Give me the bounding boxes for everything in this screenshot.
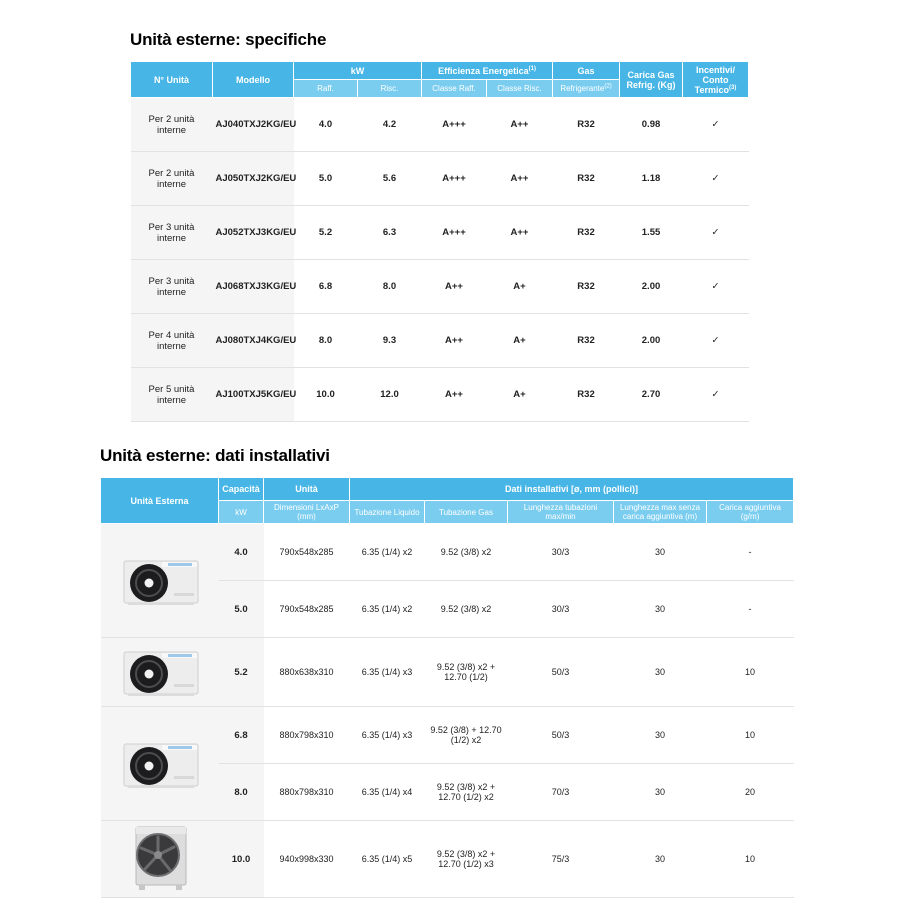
cell-classe_risc: A++ — [487, 206, 553, 260]
cell-liquido: 6.35 (1/4) x4 — [350, 764, 425, 821]
cell-lunghezza: 30/3 — [508, 581, 614, 638]
cell-n_unita: Per 5 unità interne — [131, 368, 213, 422]
cell-carica: 10 — [707, 707, 794, 764]
col-header-modello: Modello — [213, 62, 294, 98]
cell-dimensioni: 880x638x310 — [264, 638, 350, 707]
cell-carica: 1.55 — [620, 206, 683, 260]
table-row — [131, 98, 749, 152]
col-header-n-unita: N° Unità — [131, 62, 213, 98]
col-header-dati-installativi: Dati installativi [ø, mm (pollici)] — [350, 478, 794, 501]
cell-liquido: 6.35 (1/4) x3 — [350, 638, 425, 707]
cell-capacita: 4.0 — [219, 524, 264, 581]
cell-dimensioni: 880x798x310 — [264, 707, 350, 764]
col-header-incentivi: Incentivi/ Conto Termico$^{(3)}$ — [683, 62, 749, 98]
cell-liquido: 6.35 (1/4) x2 — [350, 581, 425, 638]
cell-carica: 1.18 — [620, 152, 683, 206]
cell-capacita: 8.0 — [219, 764, 264, 821]
cell-n_unita: Per 3 unità interne — [131, 206, 213, 260]
col-header-gas: Gas — [553, 62, 620, 80]
cell-lunghezza_max: 30 — [614, 707, 707, 764]
cell-lunghezza_max: 30 — [614, 638, 707, 707]
cell-capacita: 5.0 — [219, 581, 264, 638]
cell-gas: 9.52 (3/8) x2 + 12.70 (1/2) — [425, 638, 508, 707]
cell-modello: AJ100TXJ5KG/EU — [213, 368, 294, 422]
section-dati-installativi — [100, 446, 793, 898]
table-row — [101, 821, 794, 898]
cell-risc: 4.2 — [358, 98, 422, 152]
col-subheader-carica-aggiuntiva: Carica aggiuntiva (g/m) — [707, 501, 794, 524]
cell-carica: - — [707, 581, 794, 638]
cell-liquido: 6.35 (1/4) x2 — [350, 524, 425, 581]
col-subheader-tubazione-gas: Tubazione Gas — [425, 501, 508, 524]
cell-n_unita: Per 2 unità interne — [131, 98, 213, 152]
cell-modello: AJ040TXJ2KG/EU — [213, 98, 294, 152]
cell-liquido: 6.35 (1/4) x3 — [350, 707, 425, 764]
table-row — [101, 638, 794, 707]
cell-capacita: 10.0 — [219, 821, 264, 898]
col-subheader-classe-risc: Classe Risc. — [487, 80, 553, 98]
cell-modello: AJ068TXJ3KG/EU — [213, 260, 294, 314]
table-row — [101, 524, 794, 581]
cell-lunghezza_max: 30 — [614, 821, 707, 898]
cell-classe_risc: A+ — [487, 260, 553, 314]
col-header-kw: kW — [294, 62, 422, 80]
cell-capacita: 5.2 — [219, 638, 264, 707]
col-header-unita-esterna: Unità Esterna — [101, 478, 219, 524]
col-header-efficienza: Efficienza Energetica$^{(1)}$ — [422, 62, 553, 80]
cell-raff: 10.0 — [294, 368, 358, 422]
cell-liquido: 6.35 (1/4) x5 — [350, 821, 425, 898]
cell-n_unita: Per 3 unità interne — [131, 260, 213, 314]
cell-classe_raff: A+++ — [422, 152, 487, 206]
cell-gas: R32 — [553, 314, 620, 368]
cell-gas: 9.52 (3/8) + 12.70 (1/2) x2 — [425, 707, 508, 764]
cell-lunghezza_max: 30 — [614, 581, 707, 638]
cell-incentivi: ✓ — [683, 206, 749, 260]
cell-modello: AJ050TXJ2KG/EU — [213, 152, 294, 206]
table-dati-installativi — [100, 477, 794, 898]
page-title: Unità esterne: specifiche — [130, 30, 327, 49]
cell-lunghezza: 50/3 — [508, 707, 614, 764]
table-row — [101, 707, 794, 764]
cell-lunghezza: 75/3 — [508, 821, 614, 898]
cell-raff: 5.2 — [294, 206, 358, 260]
cell-n_unita: Per 2 unità interne — [131, 152, 213, 206]
cell-dimensioni: 790x548x285 — [264, 581, 350, 638]
col-subheader-dimensioni: Dimensioni LxAxP (mm) — [264, 501, 350, 524]
col-subheader-lunghezza-max: Lunghezza max senza carica aggiuntiva (m) — [614, 501, 707, 524]
cell-incentivi: ✓ — [683, 152, 749, 206]
cell-gas: 9.52 (3/8) x2 + 12.70 (1/2) x3 — [425, 821, 508, 898]
cell-lunghezza_max: 30 — [614, 524, 707, 581]
table-specifiche — [130, 61, 749, 422]
outdoor-unit-compact-image — [101, 524, 219, 638]
cell-classe_raff: A++ — [422, 260, 487, 314]
cell-risc: 12.0 — [358, 368, 422, 422]
cell-gas: R32 — [553, 368, 620, 422]
cell-carica: 2.00 — [620, 260, 683, 314]
col-subheader-tubazione-liquido: Tubazione Liquido — [350, 501, 425, 524]
cell-lunghezza: 70/3 — [508, 764, 614, 821]
table-row — [131, 368, 749, 422]
cell-raff: 8.0 — [294, 314, 358, 368]
col-subheader-lunghezza-tubazioni: Lunghezza tubazioni max/min — [508, 501, 614, 524]
cell-gas: 9.52 (3/8) x2 + 12.70 (1/2) x2 — [425, 764, 508, 821]
col-header-capacita: Capacità — [219, 478, 264, 501]
cell-incentivi: ✓ — [683, 368, 749, 422]
col-subheader-classe-raff: Classe Raff. — [422, 80, 487, 98]
outdoor-unit-compact-image — [101, 707, 219, 821]
cell-carica: 2.00 — [620, 314, 683, 368]
cell-incentivi: ✓ — [683, 260, 749, 314]
cell-modello: AJ080TXJ4KG/EU — [213, 314, 294, 368]
col-subheader-risc: Risc. — [358, 80, 422, 98]
table-row — [131, 260, 749, 314]
cell-raff: 5.0 — [294, 152, 358, 206]
cell-classe_raff: A++ — [422, 314, 487, 368]
cell-capacita: 6.8 — [219, 707, 264, 764]
cell-carica: 2.70 — [620, 368, 683, 422]
cell-carica: 20 — [707, 764, 794, 821]
cell-gas: R32 — [553, 260, 620, 314]
col-header-unita: Unità — [264, 478, 350, 501]
table-row — [131, 314, 749, 368]
col-subheader-kw: kW — [219, 501, 264, 524]
cell-classe_risc: A+ — [487, 368, 553, 422]
cell-raff: 4.0 — [294, 98, 358, 152]
cell-n_unita: Per 4 unità interne — [131, 314, 213, 368]
cell-lunghezza_max: 30 — [614, 764, 707, 821]
cell-incentivi: ✓ — [683, 314, 749, 368]
cell-gas: 9.52 (3/8) x2 — [425, 581, 508, 638]
cell-modello: AJ052TXJ3KG/EU — [213, 206, 294, 260]
cell-classe_risc: A++ — [487, 152, 553, 206]
table-row — [131, 152, 749, 206]
cell-carica: 10 — [707, 821, 794, 898]
cell-classe_raff: A++ — [422, 368, 487, 422]
cell-classe_raff: A+++ — [422, 98, 487, 152]
table-row — [131, 206, 749, 260]
col-header-carica-gas: Carica Gas Refrig. (Kg) — [620, 62, 683, 98]
col-subheader-raff: Raff. — [294, 80, 358, 98]
cell-carica: 0.98 — [620, 98, 683, 152]
cell-risc: 8.0 — [358, 260, 422, 314]
cell-dimensioni: 880x798x310 — [264, 764, 350, 821]
cell-classe_risc: A+ — [487, 314, 553, 368]
col-subheader-refrigerante: Refrigerante$^{(2)}$ — [553, 80, 620, 98]
cell-risc: 6.3 — [358, 206, 422, 260]
cell-gas: R32 — [553, 152, 620, 206]
cell-incentivi: ✓ — [683, 98, 749, 152]
outdoor-unit-large-image — [101, 821, 219, 898]
cell-raff: 6.8 — [294, 260, 358, 314]
section-specifiche — [130, 30, 748, 422]
cell-gas: R32 — [553, 98, 620, 152]
cell-carica: - — [707, 524, 794, 581]
cell-classe_risc: A++ — [487, 98, 553, 152]
cell-gas: 9.52 (3/8) x2 — [425, 524, 508, 581]
cell-risc: 5.6 — [358, 152, 422, 206]
cell-dimensioni: 790x548x285 — [264, 524, 350, 581]
cell-dimensioni: 940x998x330 — [264, 821, 350, 898]
cell-lunghezza: 30/3 — [508, 524, 614, 581]
cell-classe_raff: A+++ — [422, 206, 487, 260]
cell-carica: 10 — [707, 638, 794, 707]
page-title: Unità esterne: dati installativi — [100, 446, 330, 465]
outdoor-unit-compact-image — [101, 638, 219, 707]
cell-risc: 9.3 — [358, 314, 422, 368]
cell-lunghezza: 50/3 — [508, 638, 614, 707]
cell-gas: R32 — [553, 206, 620, 260]
